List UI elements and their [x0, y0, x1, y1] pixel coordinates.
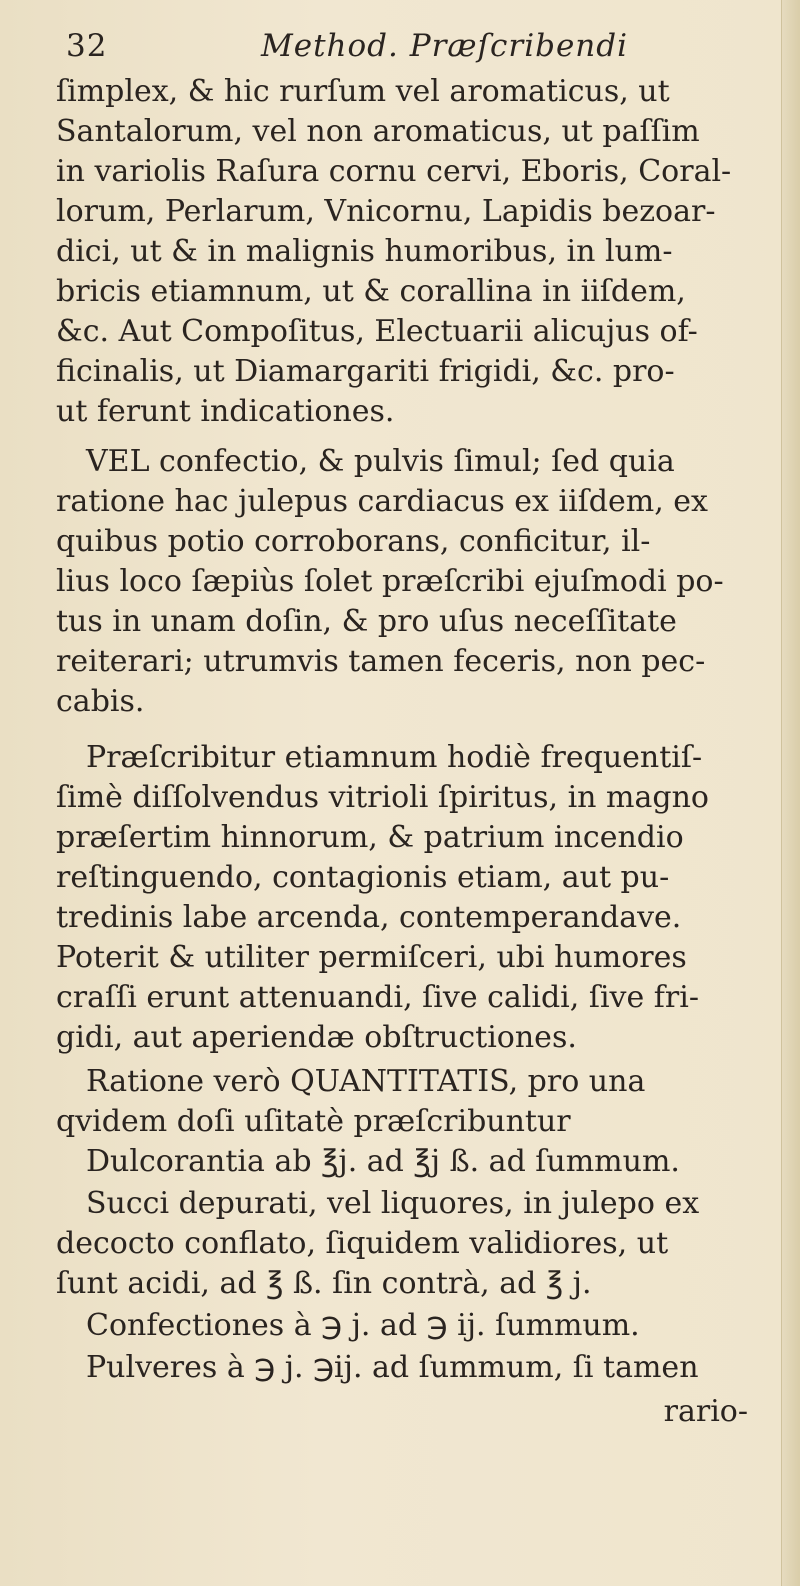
text-line: &c. Aut Compoſitus, Electuarii alicujus of-: [56, 314, 698, 349]
text-line: ſimplex, & hic rurſum vel aromaticus, ut: [56, 74, 670, 109]
text-line: cabis.: [56, 684, 145, 719]
text-line: Confectiones à ℈ j. ad ℈ ij. ſummum.: [86, 1308, 640, 1343]
text-line: quibus potio corroborans, conficitur, il-: [56, 524, 651, 559]
text-line: ratione hac julepus cardiacus ex iiſdem, ex: [56, 484, 708, 519]
text-line: lorum, Perlarum, Vnicornu, Lapidis bezoar-: [56, 194, 716, 229]
page-header: [66, 28, 766, 68]
catchword: rario-: [663, 1394, 748, 1429]
text-line: Santalorum, vel non aromaticus, ut paſſim: [56, 114, 700, 149]
text-line: ſunt acidi, ad ℥ ß. ſin contrà, ad ℥ j.: [56, 1266, 592, 1301]
text-line: ficinalis, ut Diamargariti frigidi, &c. pro-: [56, 354, 675, 389]
text-line: Præſcribitur etiamnum hodiè frequentiſ-: [86, 740, 703, 775]
text-line: in variolis Raſura cornu cervi, Eboris, Coral-: [56, 154, 732, 189]
text-line: Succi depurati, vel liquores, in julepo ex: [86, 1186, 700, 1221]
text-line: Poterit & utiliter permiſceri, ubi humores: [56, 940, 687, 975]
text-line: Dulcorantia ab ℥j. ad ℥j ß. ad ſummum.: [86, 1144, 680, 1179]
text-line: VEL confectio, & pulvis ſimul; ſed quia: [86, 444, 675, 479]
text-line: tredinis labe arcenda, contemperandave.: [56, 900, 682, 935]
text-line: reſtinguendo, contagionis etiam, aut pu-: [56, 860, 670, 895]
text-line: præſertim hinnorum, & patrium incendio: [56, 820, 684, 855]
text-line: Ratione verò QUANTITATIS, pro una: [86, 1064, 646, 1099]
text-line: craſſi erunt attenuandi, ſive calidi, ſive fri-: [56, 980, 699, 1015]
text-line: reiterari; utrumvis tamen feceris, non pec-: [56, 644, 706, 679]
text-line: tus in unam doſin, & pro uſus neceſſitate: [56, 604, 677, 639]
page-number: 32: [66, 28, 108, 64]
text-line: decocto conflato, ſiquidem validiores, ut: [56, 1226, 669, 1261]
text-line: qvidem doſi uſitatè præſcribuntur: [56, 1104, 571, 1139]
text-line: dici, ut & in malignis humoribus, in lum-: [56, 234, 673, 269]
text-line: gidi, aut aperiendæ obſtructiones.: [56, 1020, 577, 1055]
text-line: bricis etiamnum, ut & corallina in iiſdem,: [56, 274, 686, 309]
text-line: Pulveres à ℈ j. ℈ij. ad ſummum, ſi tamen: [86, 1350, 699, 1385]
text-line: lius loco ſæpiùs ſolet præſcribi ejuſmodi po-: [56, 564, 724, 599]
text-line: ut ferunt indicationes.: [56, 394, 395, 429]
text-line: ſimè diſſolvendus vitrioli ſpiritus, in magno: [56, 780, 709, 815]
running-title: Method. Præſcribendi: [261, 28, 629, 64]
